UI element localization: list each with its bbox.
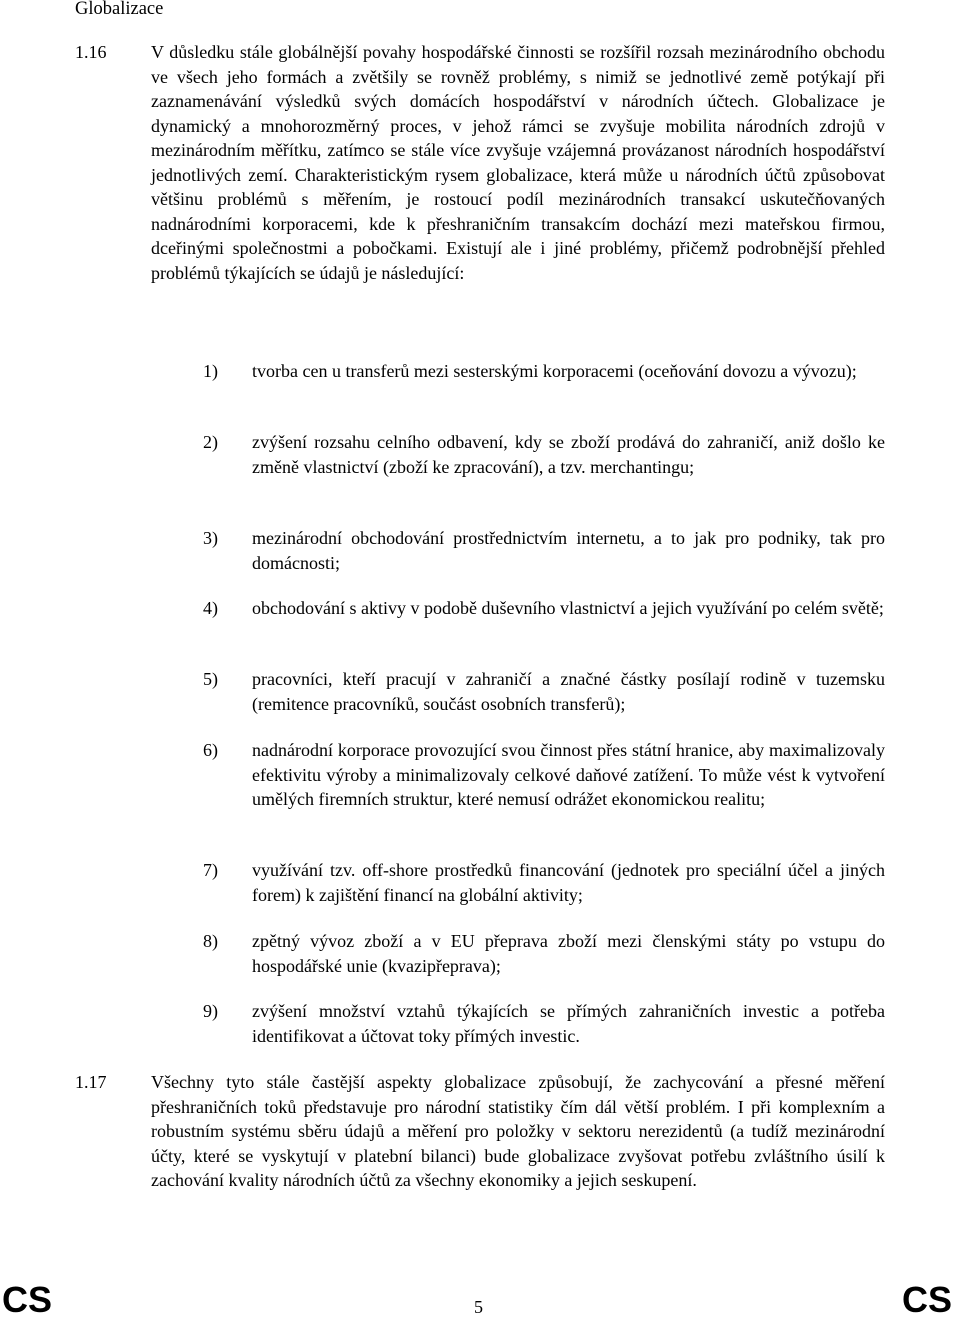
list-item-text: využívání tzv. off-shore prostředků financování (jednotek pro speciální účel a jiných forem) k zajištění financí na globální aktivity; bbox=[252, 860, 885, 905]
list-item bbox=[203, 526, 885, 575]
list-item-number: 3) bbox=[203, 528, 218, 548]
list-item bbox=[203, 858, 885, 907]
paragraph-number: 1.16 bbox=[75, 42, 107, 62]
paragraph-1-16 bbox=[75, 40, 885, 285]
list-item-number: 8) bbox=[203, 931, 218, 951]
list-item bbox=[203, 738, 885, 812]
list-item bbox=[203, 999, 885, 1048]
list-item-text: pracovníci, kteří pracují v zahraničí a značné částky posílají rodině v tuzemsku (remitence pracovníků, součást osobních transferů); bbox=[252, 669, 885, 714]
list-item-text: zvýšení rozsahu celního odbavení, kdy se zboží prodává do zahraničí, aniž došlo ke změně vlastnictví (zboží ke zpracování), a tzv. merchantingu; bbox=[252, 432, 885, 477]
page-number: 5 bbox=[474, 1297, 483, 1317]
list-item bbox=[203, 430, 885, 479]
paragraph-text: Všechny tyto stále častější aspekty globalizace způsobují, že zachycování a přesné měření přeshraničních toků představuje pro národní statistiky čím dál větší problém. I při komplexním a robustním systému sběru údajů a měření pro položky v sektoru nerezidentů (a tudíž mezinárodní účty, které se vyskytují v platební bilanci) bude globalizace zvyšovat potřebu zvláštního úsilí k zachování kvality národních účtů za všechny ekonomiky a jejich seskupení. bbox=[151, 1072, 885, 1190]
list-item-text: tvorba cen u transferů mezi sesterskými korporacemi (oceňování dovozu a vývozu); bbox=[252, 361, 857, 381]
list-item bbox=[203, 596, 885, 621]
paragraph-1-17 bbox=[75, 1070, 885, 1193]
list-item bbox=[203, 929, 885, 978]
list-item-number: 4) bbox=[203, 598, 218, 618]
list-item-text: zpětný vývoz zboží a v EU přeprava zboží mezi členskými státy po vstupu do hospodářské unie (kvazipřeprava); bbox=[252, 931, 885, 976]
list-item bbox=[203, 359, 885, 384]
list-item-text: zvýšení množství vztahů týkajících se přímých zahraničních investic a potřeba identifikovat a účtovat toky přímých investic. bbox=[252, 1001, 885, 1046]
list-item-number: 6) bbox=[203, 740, 218, 760]
list-item-text: obchodování s aktivy v podobě duševního vlastnictví a jejich využívání po celém světě; bbox=[252, 598, 884, 618]
list-item-text: mezinárodní obchodování prostřednictvím internetu, a to jak pro podniky, tak pro domácnosti; bbox=[252, 528, 885, 573]
list-item-number: 5) bbox=[203, 669, 218, 689]
list-item-number: 9) bbox=[203, 1001, 218, 1021]
list-item-text: nadnárodní korporace provozující svou činnost přes státní hranice, aby maximalizovaly efektivitu výroby a minimalizovaly celkové daňové zatížení. To může vést k vytvoření umělých firemních struktur, které nemusí odrážet ekonomickou realitu; bbox=[252, 740, 885, 809]
language-code-left: CS bbox=[2, 1279, 53, 1320]
paragraph-number: 1.17 bbox=[75, 1072, 107, 1092]
list-item-number: 2) bbox=[203, 432, 218, 452]
list-item bbox=[203, 667, 885, 716]
section-heading: Globalizace bbox=[75, 0, 164, 19]
list-item-number: 1) bbox=[203, 361, 218, 381]
paragraph-text: V důsledku stále globálnější povahy hospodářské činnosti se rozšířil rozsah mezinárodního obchodu ve všech jeho formách a zvětšily se rovněž problémy, s nimiž se jednotlivé země potýkají při zaznamenávání výsledků svých domácích hospodářství v národních účtech. Globalizace je dynamický a mnohorozměrný proces, v jehož rámci se zvyšuje mobilita národních zdrojů v mezinárodním měřítku, zatímco se stále více zvyšuje vzájemná provázanost národních hospodářství jednotlivých zemí. Charakteristickým rysem globalizace, která může u národních účtů způsobovat většinu problémů s měřením, je rostoucí podíl mezinárodních transakcí uskutečňovaných nadnárodními korporacemi, kde k přeshraničním transakcím dochází mezi mateřskou firmou, dceřinými společnostmi a pobočkami. Existují ale i jiné problémy, přičemž podrobnější přehled problémů týkajících se údajů je následující: bbox=[151, 42, 885, 283]
language-code-right: CS bbox=[902, 1279, 953, 1320]
list-item-number: 7) bbox=[203, 860, 218, 880]
